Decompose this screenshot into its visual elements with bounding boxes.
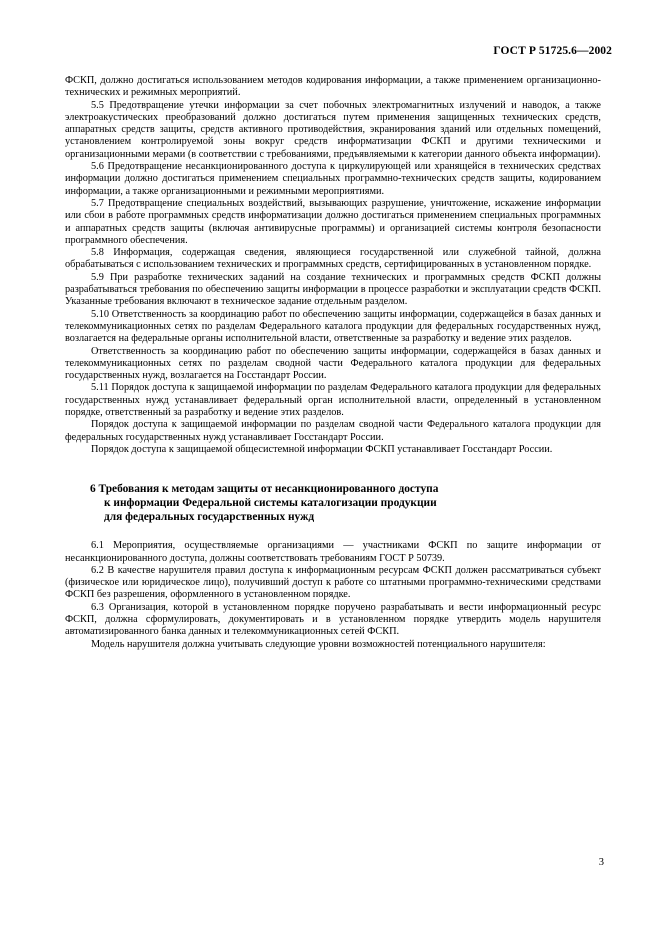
section-heading <box>65 482 601 524</box>
paragraph: Ответственность за координацию работ по обеспечению защиты информации, содержащейся в базах данных и телекоммуникационных сетях по разделам сводной части Федерального каталога продукции для федеральных государственных нужд, возлагается на Госстандарт России. <box>65 345 601 382</box>
paragraph: 6.3 Организация, которой в установленном порядке поручено разрабатывать и вести информационный ресурс ФСКП, должна сформулировать, документировать и в установленном порядке утвердить модель нарушителя автоматизированного банка данных и телекоммуникационных сетей ФСКП. <box>65 601 601 638</box>
page-number: 3 <box>598 857 604 868</box>
section-heading-line: к информации Федеральной системы каталогизации продукции <box>104 497 437 510</box>
paragraph: 5.8 Информация, содержащая сведения, являющиеся государственной или служебной тайной, должна обрабатываться с использованием технических и программных средств, сертифицированных в установленном порядке. <box>65 247 601 271</box>
paragraph: 5.6 Предотвращение несанкционированного доступа к циркулирующей или хранящейся в технических средствах информации должно достигаться применением специальных программно-технических средств защиты, кодированием информации, а также организационными и режимными мероприятиями. <box>65 161 601 197</box>
paragraph: 5.9 При разработке технических заданий на создание технических и программных средств ФСКП должны разрабатываться требования по обеспечению защиты информации в процессе разработки и эксплуатации средств ФСКП. Указанные требования включают в техническое задание отдельным разделом. <box>65 271 601 308</box>
paragraph: 5.5 Предотвращение утечки информации за счет побочных электромагнитных излучений и наводок, а также электроакустических преобразований должно достигаться путем применения защищенных технических средств, аппаратных средств защиты, средств активного противодействия, экранирования зданий или отдельных помещений, установлением контролируемой зоны вокруг средств информатизации ФСКП и другими техническими и организационными мерами (в соответствии с требованиями, предъявляемыми к категории данного объекта информации). <box>65 99 601 160</box>
paragraph: 5.11 Порядок доступа к защищаемой информации по разделам Федерального каталога продукции для федеральных государственных нужд устанавливает федеральный орган исполнительной власти, определенный в установленном порядке, ответственный за разработку и ведение этих разделов. <box>65 382 601 419</box>
paragraph: Порядок доступа к защищаемой общесистемной информации ФСКП устанавливает Госстандарт России. <box>91 443 553 455</box>
paragraph: Порядок доступа к защищаемой информации по разделам сводной части Федерального каталога продукции для федеральных государственных нужд устанавливает Госстандарт России. <box>65 419 601 443</box>
section-heading-line: 6 Требования к методам защиты от несанкционированного доступа <box>90 483 439 496</box>
paragraph: 5.10 Ответственность за координацию работ по обеспечению защиты информации, содержащейся в базах данных и телекоммуникационных сетях по разделам Федерального каталога продукции для федеральных государственных нужд, возлагается на федеральные органы исполнительной власти, ответственные за разработку и ведение этих разделов. <box>65 308 601 345</box>
paragraph: 6.1 Мероприятия, осуществляемые организациями — участниками ФСКП по защите информации от несанкционированного доступа, должны соответствовать требованиям ГОСТ Р 50739. <box>65 540 601 564</box>
document-body <box>65 75 601 651</box>
paragraph: ФСКП, должно достигаться использованием методов кодирования информации, а также применением организационно-технических и режимных мероприятий. <box>65 75 601 99</box>
section-heading-line: для федеральных государственных нужд <box>104 511 315 524</box>
paragraph: 5.7 Предотвращение специальных воздействий, вызывающих разрушение, уничтожение, искажение информации или сбои в работе программных средств информатизации должно достигаться применением специальных программных и аппаратных средств защиты (включая антивирусные программы) и организацией системы контроля безопасности программного обеспечения. <box>65 197 601 246</box>
document-header: ГОСТ Р 51725.6—2002 <box>493 45 612 57</box>
paragraph: 6.2 В качестве нарушителя правил доступа к информационным ресурсам ФСКП должен рассматриваться субъект (физическое или юридическое лицо), получивший доступ к работе со штатными программно-техническими средствами ФСКП без разрешения, оформленного в установленном порядке. <box>65 564 601 601</box>
paragraph: Модель нарушителя должна учитывать следующие уровни возможностей потенциального нарушителя: <box>91 638 546 650</box>
